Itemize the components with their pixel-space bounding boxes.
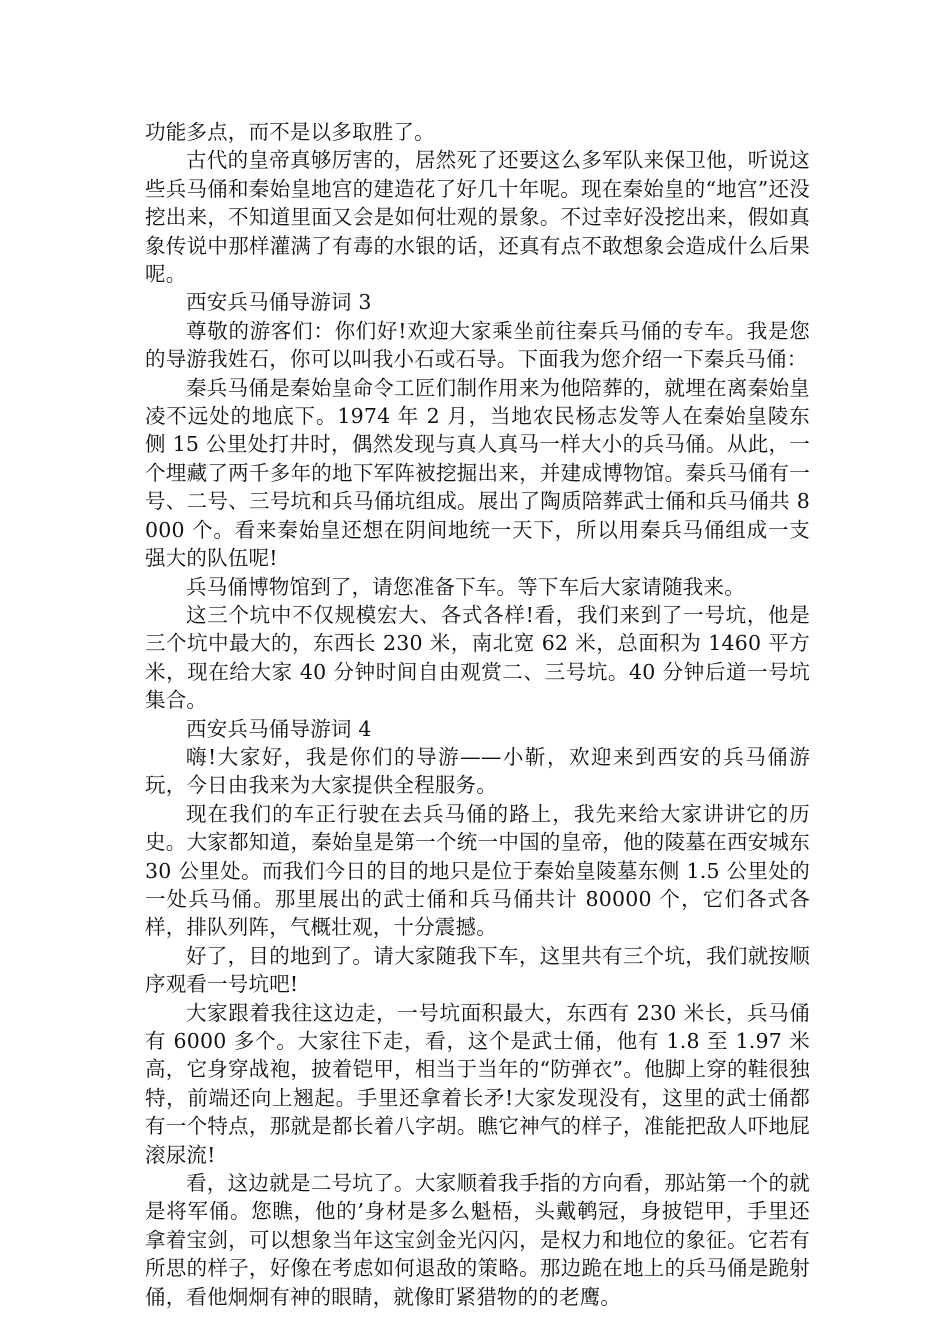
section-heading-guide-4: 西安兵马俑导游词 4 (186, 716, 372, 741)
paragraph-pit-two-4: 看，这边就是二号坑了。大家顺着我手指的方向看，那站第一个的就是将军俑。您瞧，他的’身材是多么魁梧，头戴鹌冠，身披铠甲，手里还拿着宝剑，可以想象当年这宝剑金光闪闪，是权力和地位的象征。它若有所思的样子，好像在考虑如何退敌的策略。那边跪在地上的兵马俑是跪射俑，看他炯炯有神的眼睛，就像盯紧猎物的的老鹰。 (145, 1171, 810, 1309)
paragraph-arrival-3: 兵马俑博物馆到了，请您准备下车。等下车后大家请随我来。 (186, 574, 745, 599)
document-page (145, 118, 810, 1311)
paragraph-greeting-4: 嗨!大家好，我是你们的导游——小靳，欢迎来到西安的兵马俑游玩，今日由我来为大家提供全程服务。 (145, 744, 810, 798)
paragraph-emperor-reflection: 古代的皇帝真够厉害的，居然死了还要这么多军队来保卫他，听说这些兵马俑和秦始皇地宫的建造花了好几十年呢。现在秦始皇的“地宫”还没挖出来，不知道里面又会是如何壮观的景象。不过幸好没挖出来，假如真象传说中那样灌满了有毒的水银的话，还真有点不敢想象会造成什么后果呢。 (145, 148, 810, 287)
paragraph-greeting-3: 尊敬的游客们：你们好!欢迎大家乘坐前往秦兵马俑的专车。我是您的导游我姓石，你可以叫我小石或石导。下面我为您介绍一下秦兵马俑： (145, 318, 810, 372)
paragraph-history-4: 现在我们的车正行驶在去兵马俑的路上，我先来给大家讲讲它的历史。大家都知道，秦始皇是第一个统一中国的皇帝，他的陵墓在西安城东 30 公里处。而我们今日的目的地只是位于秦始皇陵墓东侧 1.5 公里处的一处兵马俑。那里展出的武士俑和兵马俑共计 80000 个，它们各式各样，排队列阵，气概壮观，十分震撼。 (145, 801, 810, 940)
paragraph-history-3: 秦兵马俑是秦始皇命令工匠们制作用来为他陪葬的，就埋在离秦始皇凌不远处的地底下。1974 年 2 月，当地农民杨志发等人在秦始皇陵东侧 15 公里处打井时，偶然发现与真人真马一样大小的兵马俑。从此，一个埋藏了两千多年的地下军阵被挖掘出来，并建成博物馆。秦兵马俑有一号、二号、三号坑和兵马俑坑组成。展出了陶质陪葬武士俑和兵马俑共 8000 个。看来秦始皇还想在阴间地统一天下，所以用秦兵马俑组成一支强大的队伍呢! (145, 375, 810, 571)
paragraph-pits-3: 这三个坑中不仅规模宏大、各式各样!看，我们来到了一号坑，他是三个坑中最大的，东西长 230 米，南北宽 62 米，总面积为 1460 平方米，现在给大家 40 分钟时间自由观赏二、三号坑。40 分钟后道一号坑集合。 (145, 602, 810, 713)
paragraph-arrival-4: 好了，目的地到了。请大家随我下车，这里共有三个坑，我们就按顺序观看一号坑吧! (145, 943, 810, 997)
section-heading-guide-3: 西安兵马俑导游词 3 (186, 290, 372, 315)
paragraph-continuation: 功能多点，而不是以多取胜了。 (145, 120, 435, 144)
paragraph-pit-one-4: 大家跟着我往这边走，一号坑面积最大，东西有 230 米长，兵马俑有 6000 多个。大家往下走，看，这个是武士俑，他有 1.8 至 1.97 米高，它身穿战袍，披着铠甲，相当于当年的“防弹衣”。他脚上穿的鞋很独特，前端还向上翘起。手里还拿着长矛!大家发现没有，这里的武士俑都有一个特点，那就是都长着八字胡。瞧它神气的样子，准能把敌人吓地屁滚尿流! (145, 1000, 810, 1167)
